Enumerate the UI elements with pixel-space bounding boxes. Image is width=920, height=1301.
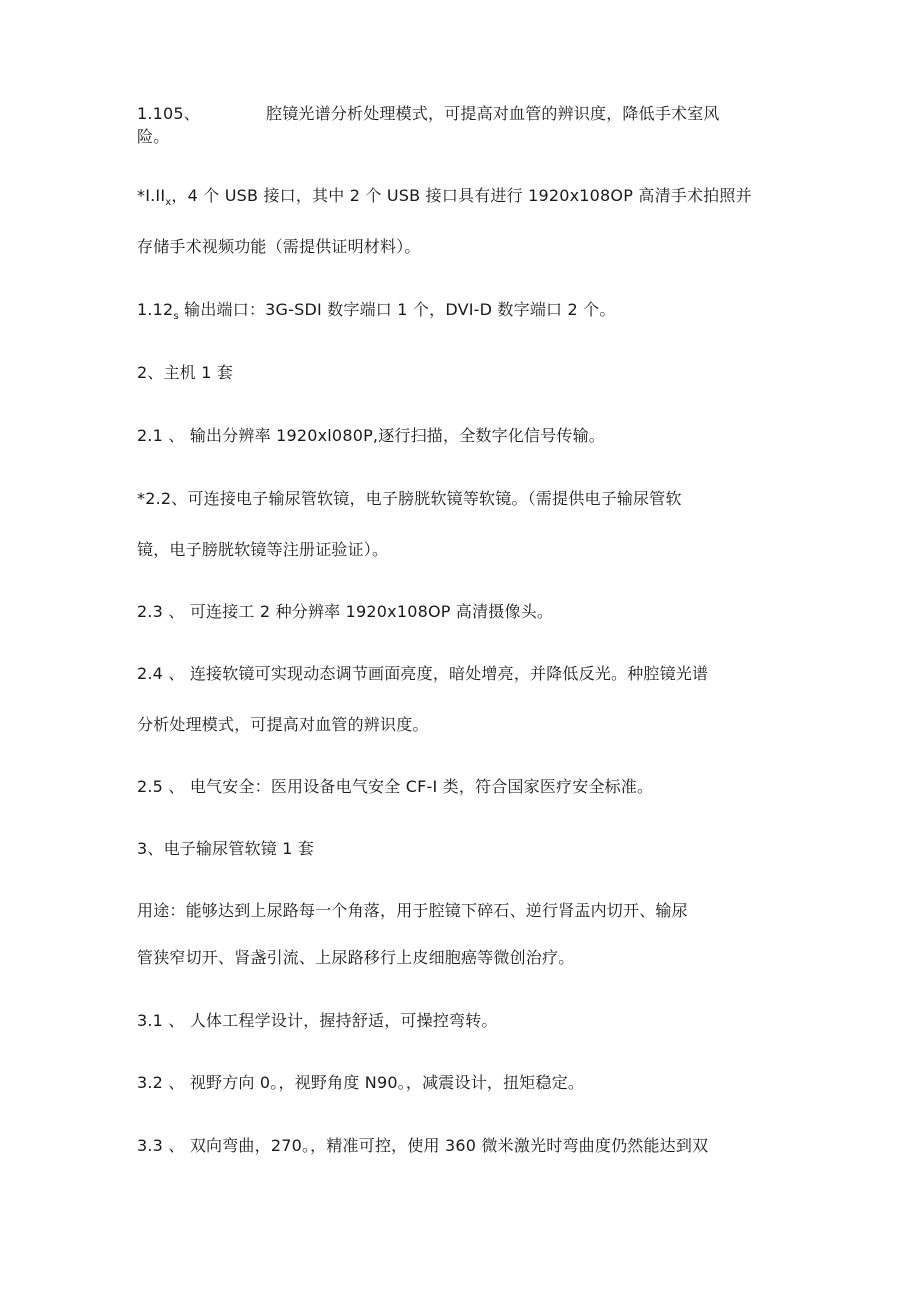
paragraph-2-prefix: *I.II [137, 186, 166, 205]
section-3-heading: 3、电子输尿管软镜 1 套 [137, 839, 315, 858]
paragraph-3-prefix: 1.12 [137, 300, 174, 319]
paragraph-2-3: 2.3 、 可连接工 2 种分辨率 1920x108OP 高清摄像头。 [137, 602, 554, 621]
paragraph-3-1: 3.1 、 人体工程学设计，握持舒适，可操控弯转。 [137, 1011, 498, 1030]
paragraph-3-3: 3.3 、 双向弯曲，270。，精准可控，使用 360 微米激光时弯曲度仍然能达到双 [137, 1136, 709, 1155]
paragraph-2-line-1 [137, 185, 787, 207]
paragraph-2-text: ，4 个 USB 接口，其中 2 个 USB 接口具有进行 1920x108OP 高清手术拍照并 [171, 186, 752, 205]
paragraph-1-number: 1.105、 [137, 104, 201, 123]
paragraph-2-2-line-2: 镜，电子膀胱软镜等注册证验证）。 [137, 540, 389, 559]
paragraph-2-1: 2.1 、 输出分辨率 1920xl080P,逐行扫描，全数字化信号传输。 [137, 426, 606, 445]
paragraph-3-text: 输出端口：3G-SDI 数字端口 1 个，DVI-D 数字端口 2 个。 [178, 300, 616, 319]
paragraph-1-text: 腔镜光谱分析处理模式，可提高对血管的辨识度，降低手术室风 [266, 104, 720, 123]
usage-paragraph-line-1: 用途：能够达到上尿路每一个角落，用于腔镜下碎石、逆行肾盂内切开、输尿 [137, 901, 688, 920]
paragraph-3 [137, 299, 787, 321]
paragraph-3-2: 3.2 、 视野方向 0。，视野角度 N90。，减震设计，扭矩稳定。 [137, 1073, 585, 1092]
paragraph-2-subscript: x [165, 197, 172, 208]
usage-paragraph-line-2: 管狭窄切开、肾盏引流、上尿路移行上皮细胞癌等微创治疗。 [137, 948, 575, 967]
paragraph-1-line-1 [137, 103, 787, 125]
paragraph-2-5: 2.5 、 电气安全：医用设备电气安全 CF-I 类，符合国家医疗安全标准。 [137, 777, 654, 796]
paragraph-2-4-line-2: 分析处理模式，可提高对血管的辨识度。 [137, 715, 429, 734]
paragraph-2-line-2: 存储手术视频功能（需提供证明材料）。 [137, 237, 421, 256]
paragraph-2-2-line-1: *2.2、可连接电子输尿管软镜，电子膀胱软镜等软镜。（需提供电子输尿管软 [137, 489, 682, 508]
paragraph-2-4-line-1: 2.4 、 连接软镜可实现动态调节画面亮度，暗处增亮，并降低反光。种腔镜光谱 [137, 664, 709, 683]
section-2-heading: 2、主机 1 套 [137, 363, 234, 382]
paragraph-3-subscript: s [173, 311, 179, 322]
paragraph-1-line-2: 险。 [137, 127, 170, 146]
